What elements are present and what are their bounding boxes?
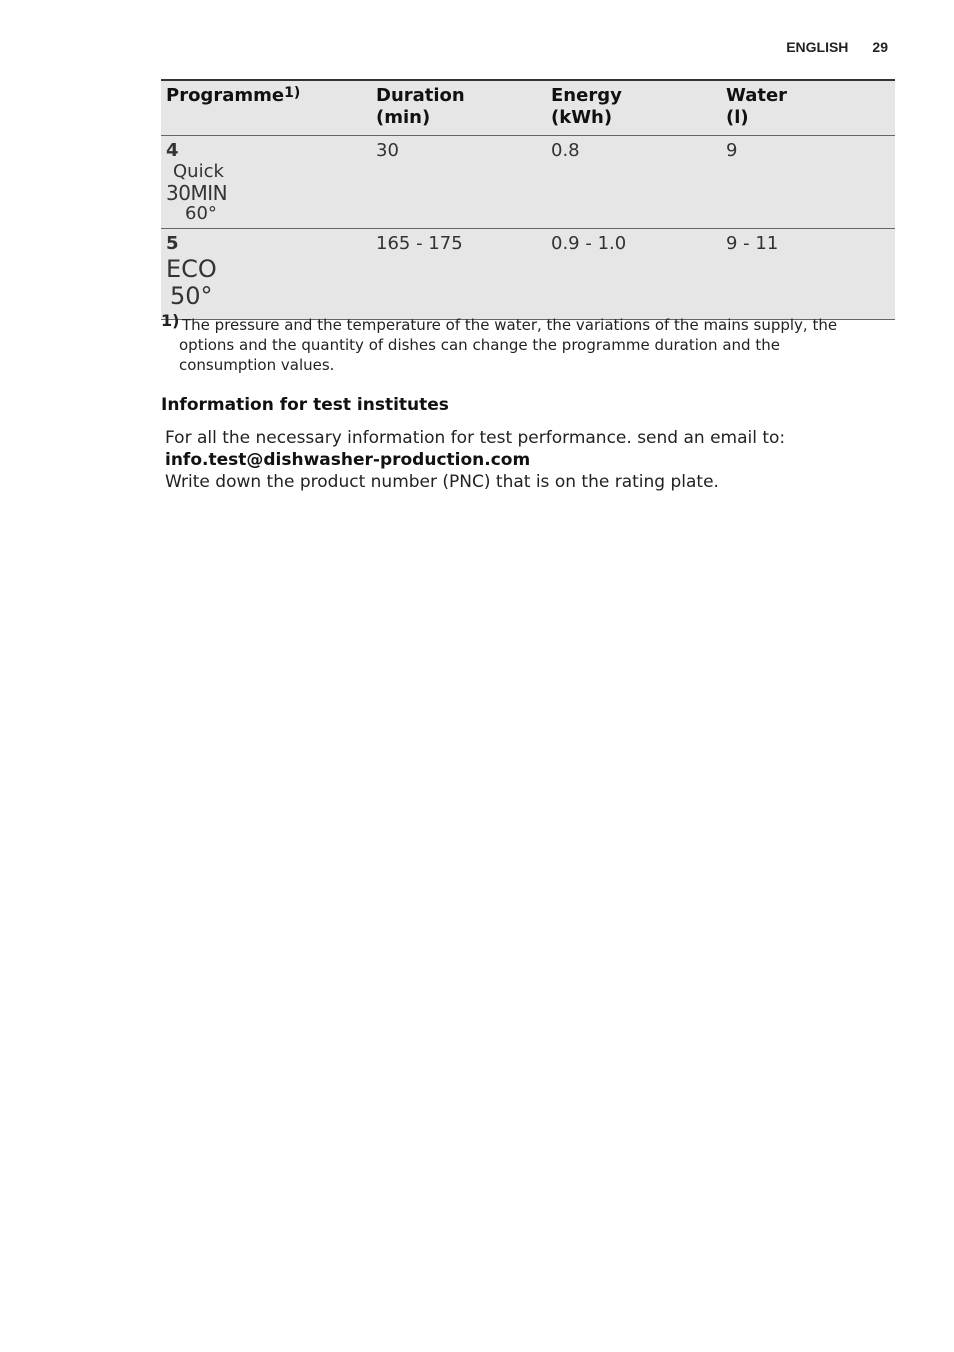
duration-cell: 165 - 175 <box>371 229 546 320</box>
programme-cell <box>161 229 371 320</box>
header-programme: Programme$^{1)}$ <box>161 80 371 136</box>
programme-values-table <box>161 79 895 320</box>
table-row <box>161 229 895 320</box>
water-cell: 9 - 11 <box>721 229 895 320</box>
info-line: For all the necessary information for test performance. send an email to: <box>165 428 786 448</box>
header-energy: Energy (kWh) <box>546 80 721 136</box>
programme-number: 4 <box>166 140 179 161</box>
table-footnote <box>161 313 881 375</box>
contact-email: info.test@dishwasher-production.com <box>165 450 531 470</box>
test-info-paragraph <box>165 427 885 493</box>
footnote-mark: 1) <box>161 311 180 330</box>
footnote-text: The pressure and the temperature of the water, the variations of the mains supply, the options and the quantity of dishes can change the programme duration and the consumption values. <box>179 316 838 374</box>
table-row <box>161 136 895 229</box>
duration-cell: 30 <box>371 136 546 229</box>
energy-cell: 0.8 <box>546 136 721 229</box>
eco-symbol-word: ECO <box>166 255 217 283</box>
footnote-reference: 1) <box>284 85 301 101</box>
language-label: ENGLISH <box>786 39 849 55</box>
table-header-row <box>161 80 895 136</box>
info-line: Write down the product number (PNC) that is on the rating plate. <box>165 472 719 492</box>
programme-number: 5 <box>166 233 179 254</box>
page-header <box>786 39 888 55</box>
eco-symbol-temperature: 50° <box>170 282 213 310</box>
quick-symbol-minutes: 30MIN <box>166 181 228 205</box>
energy-cell: 0.9 - 1.0 <box>546 229 721 320</box>
quick-symbol-word: Quick <box>173 161 224 182</box>
section-heading: Information for test institutes <box>161 395 449 415</box>
programme-cell <box>161 136 371 229</box>
water-cell: 9 <box>721 136 895 229</box>
page-number: 29 <box>872 39 888 55</box>
header-duration: Duration (min) <box>371 80 546 136</box>
header-water: Water (l) <box>721 80 895 136</box>
quick-symbol-temperature: 60° <box>185 203 217 224</box>
